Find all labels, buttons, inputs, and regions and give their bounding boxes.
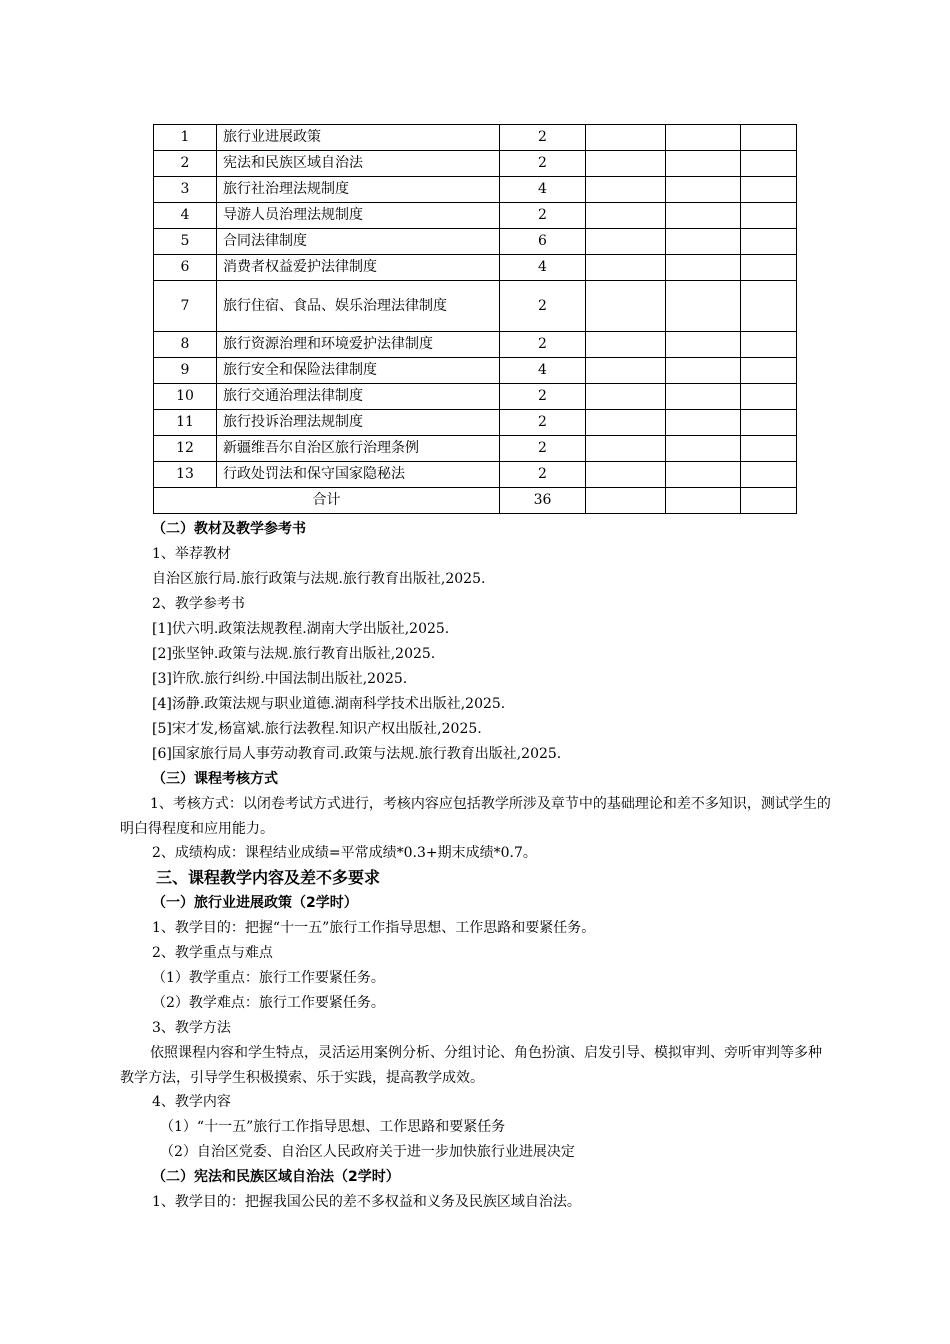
unit1-goal: 1、教学目的：把握“十一五”旅行工作指导思想、工作思路和要紧任务。 bbox=[152, 920, 596, 936]
unit1-heading: （一）旅行业进展政策（2学时） bbox=[152, 895, 358, 911]
table-row bbox=[154, 462, 797, 488]
table-row bbox=[154, 410, 797, 436]
row-topic: 旅行投诉治理法规制度 bbox=[217, 410, 500, 436]
unit1-key-label: 2、教学重点与难点 bbox=[152, 945, 273, 961]
row-topic: 旅行社治理法规制度 bbox=[217, 177, 500, 203]
unit1-key-point: （1）教学重点：旅行工作要紧任务。 bbox=[152, 970, 385, 986]
textbooks-heading: （二）教材及教学参考书 bbox=[152, 521, 306, 537]
table-row bbox=[154, 255, 797, 281]
row-number: 9 bbox=[154, 358, 217, 384]
table-row bbox=[154, 384, 797, 410]
unit1-method-label: 3、教学方法 bbox=[152, 1020, 231, 1036]
row-topic: 旅行业进展政策 bbox=[217, 125, 500, 151]
table-row bbox=[154, 332, 797, 358]
table-row bbox=[154, 281, 797, 332]
row-number: 7 bbox=[154, 281, 217, 332]
row-topic: 导游人员治理法规制度 bbox=[217, 203, 500, 229]
unit2-heading: （二）宪法和民族区域自治法（2学时） bbox=[152, 1169, 400, 1185]
assessment-heading: （三）课程考核方式 bbox=[152, 771, 278, 787]
total-hours: 36 bbox=[500, 488, 586, 514]
reference-item: [5]宋才发,杨富斌.旅行法教程.知识产权出版社,2025. bbox=[152, 721, 482, 737]
unit2-goal: 1、教学目的：把握我国公民的差不多权益和义务及民族区域自治法。 bbox=[152, 1194, 581, 1210]
reference-item: [3]许欣.旅行纠纷.中国法制出版社,2025. bbox=[152, 671, 408, 687]
row-number: 13 bbox=[154, 462, 217, 488]
table-row bbox=[154, 358, 797, 384]
total-row bbox=[154, 488, 797, 514]
row-hours: 2 bbox=[500, 151, 586, 177]
row-topic: 旅行交通治理法律制度 bbox=[217, 384, 500, 410]
row-number: 6 bbox=[154, 255, 217, 281]
row-number: 12 bbox=[154, 436, 217, 462]
row-hours: 2 bbox=[500, 203, 586, 229]
table-row bbox=[154, 177, 797, 203]
row-hours: 2 bbox=[500, 436, 586, 462]
unit1-method: 依照课程内容和学生特点，灵活运用案例分析、分组讨论、角色扮演、启发引导、模拟审判、旁听审判等多种教学方法，引导学生积极摸索、乐于实践，提高教学成效。 bbox=[120, 1045, 822, 1086]
total-label: 合计 bbox=[154, 488, 500, 514]
recommended-book: 自治区旅行局.旅行政策与法规.旅行教育出版社,2025. bbox=[152, 571, 486, 587]
row-hours: 2 bbox=[500, 462, 586, 488]
row-topic: 旅行安全和保险法律制度 bbox=[217, 358, 500, 384]
row-number: 8 bbox=[154, 332, 217, 358]
row-topic: 行政处罚法和保守国家隐秘法 bbox=[217, 462, 500, 488]
table-row bbox=[154, 151, 797, 177]
row-topic: 旅行住宿、食品、娱乐治理法律制度 bbox=[217, 281, 500, 332]
assessment-grade: 2、成绩构成：课程结业成绩=平常成绩*0.3+期末成绩*0.7。 bbox=[152, 845, 537, 861]
reference-item: [4]汤静.政策法规与职业道德.湖南科学技术出版社,2025. bbox=[152, 696, 506, 712]
table-row bbox=[154, 229, 797, 255]
section-heading: 三、课程教学内容及差不多要求 bbox=[156, 868, 381, 887]
row-hours: 4 bbox=[500, 255, 586, 281]
row-hours: 2 bbox=[500, 410, 586, 436]
reference-item: [2]张坚钟.政策与法规.旅行教育出版社,2025. bbox=[152, 646, 436, 662]
row-hours: 2 bbox=[500, 281, 586, 332]
row-hours: 2 bbox=[500, 125, 586, 151]
row-hours: 4 bbox=[500, 358, 586, 384]
row-topic: 消费者权益爱护法律制度 bbox=[217, 255, 500, 281]
unit1-content-label: 4、教学内容 bbox=[152, 1094, 231, 1110]
course-hours-table bbox=[153, 124, 797, 514]
row-topic: 合同法律制度 bbox=[217, 229, 500, 255]
table-row bbox=[154, 436, 797, 462]
unit1-content-item: （2）自治区党委、自治区人民政府关于进一步加快旅行业进展决定 bbox=[160, 1144, 575, 1160]
table-row bbox=[154, 125, 797, 151]
row-hours: 4 bbox=[500, 177, 586, 203]
row-number: 1 bbox=[154, 125, 217, 151]
reference-item: [6]国家旅行局人事劳动教育司.政策与法规.旅行教育出版社,2025. bbox=[152, 746, 562, 762]
reference-item: [1]伏六明.政策法规教程.湖南大学出版社,2025. bbox=[152, 621, 450, 637]
row-topic: 新疆维吾尔自治区旅行治理条例 bbox=[217, 436, 500, 462]
row-number: 3 bbox=[154, 177, 217, 203]
assessment-method: 1、考核方式：以闭卷考试方式进行，考核内容应包括教学所涉及章节中的基础理论和差不多知识，测试学生的明白得程度和应用能力。 bbox=[120, 796, 831, 837]
unit1-difficulty: （2）教学难点：旅行工作要紧任务。 bbox=[152, 995, 385, 1011]
row-number: 4 bbox=[154, 203, 217, 229]
row-number: 10 bbox=[154, 384, 217, 410]
unit1-content-item: （1）“十一五”旅行工作指导思想、工作思路和要紧任务 bbox=[160, 1119, 506, 1135]
references-label: 2、教学参考书 bbox=[152, 596, 245, 612]
row-number: 5 bbox=[154, 229, 217, 255]
row-hours: 6 bbox=[500, 229, 586, 255]
row-topic: 旅行资源治理和环境爱护法律制度 bbox=[217, 332, 500, 358]
row-hours: 2 bbox=[500, 332, 586, 358]
table-row bbox=[154, 203, 797, 229]
row-hours: 2 bbox=[500, 384, 586, 410]
row-number: 11 bbox=[154, 410, 217, 436]
row-topic: 宪法和民族区域自治法 bbox=[217, 151, 500, 177]
row-number: 2 bbox=[154, 151, 217, 177]
recommended-label: 1、举荐教材 bbox=[152, 546, 231, 562]
